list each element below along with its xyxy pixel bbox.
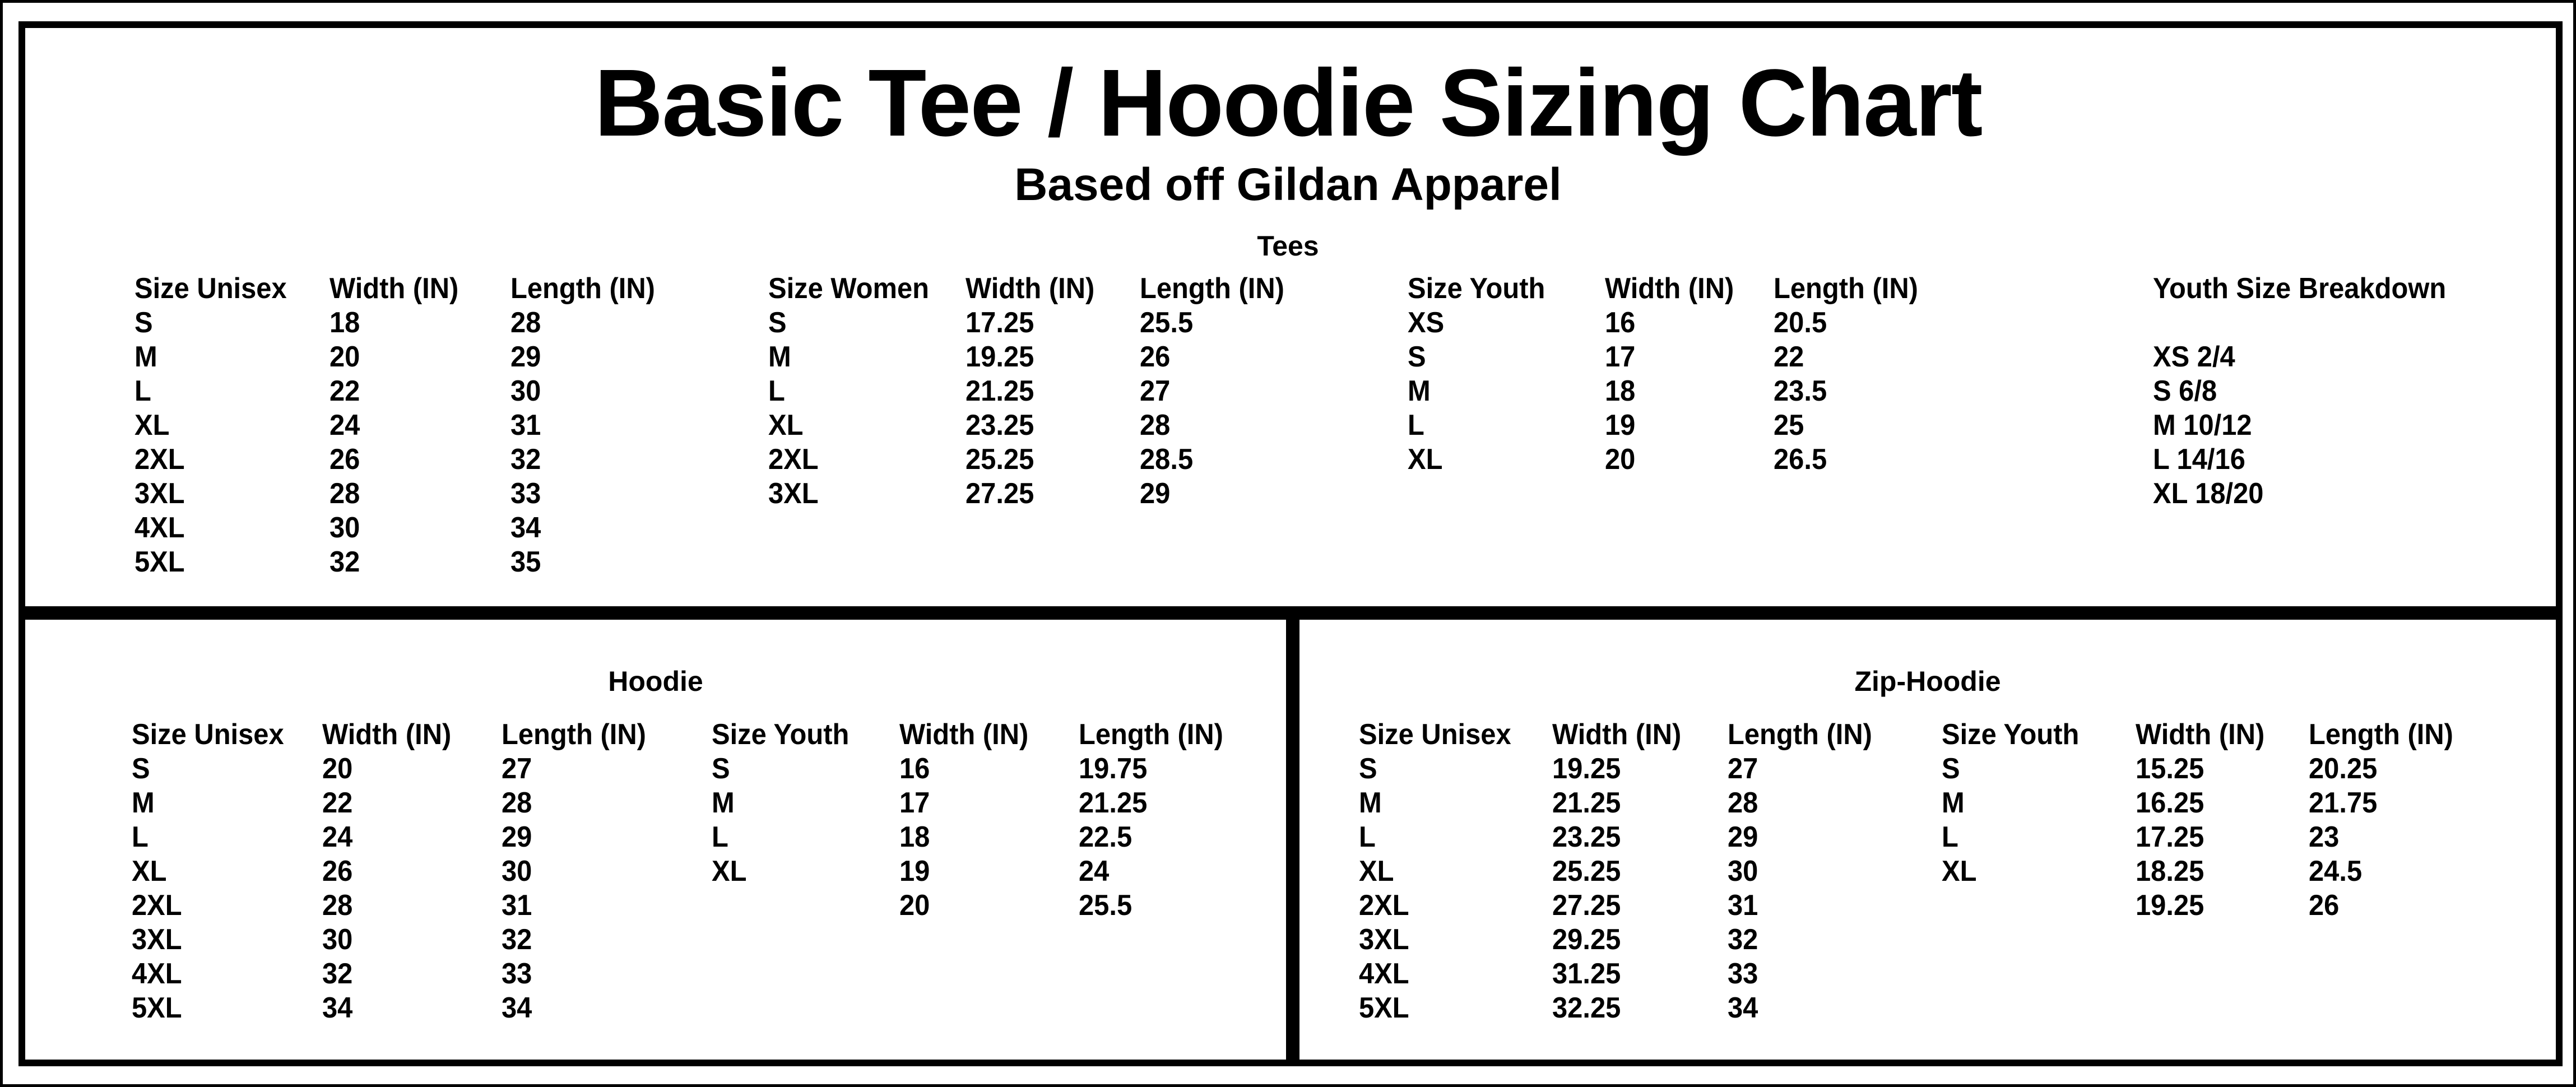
tees-unisex-width-column xyxy=(329,272,458,579)
table-cell: 19 xyxy=(1605,409,1636,442)
table-cell: 28 xyxy=(1728,787,1758,819)
table-cell: 34 xyxy=(510,512,541,544)
column-header: Youth Size Breakdown xyxy=(2153,272,2447,305)
hoodie-unisex-size-column xyxy=(132,718,284,1025)
tees-women-width-column xyxy=(966,272,1094,511)
table-cell: 29.25 xyxy=(1552,923,1621,956)
table-cell: 20.5 xyxy=(1774,306,1827,339)
table-cell: 24.5 xyxy=(2309,855,2363,888)
column-header: Width (IN) xyxy=(322,718,452,751)
table-cell: 21.25 xyxy=(1552,787,1621,819)
table-cell: L xyxy=(134,375,151,407)
table-cell: 28 xyxy=(1140,409,1171,442)
zip-hoodie-unisex-width-column xyxy=(1552,718,1681,1025)
table-cell: S xyxy=(134,306,153,339)
column-header: Size Unisex xyxy=(134,272,287,305)
table-cell: 25.25 xyxy=(966,443,1034,476)
table-cell: 27.25 xyxy=(966,477,1034,510)
table-cell: 25.5 xyxy=(1140,306,1194,339)
table-cell: 35 xyxy=(510,546,541,578)
table-cell: 31 xyxy=(510,409,541,442)
table-cell: 5XL xyxy=(132,992,182,1024)
table-cell: L 14/16 xyxy=(2153,443,2245,476)
table-cell: S xyxy=(1942,752,1960,785)
table-cell: 28 xyxy=(322,889,353,922)
table-cell: 33 xyxy=(502,958,532,990)
table-cell: 18 xyxy=(329,306,360,339)
table-cell: 28 xyxy=(510,306,541,339)
table-cell: 25.5 xyxy=(1079,889,1132,922)
table-cell: XL xyxy=(1408,443,1443,476)
table-cell: M xyxy=(1942,787,1965,819)
column-header: Length (IN) xyxy=(510,272,655,305)
table-cell: 4XL xyxy=(132,958,182,990)
table-cell: L xyxy=(1359,821,1376,853)
hoodie-unisex-length-column xyxy=(502,718,646,1025)
table-cell: 16 xyxy=(1605,306,1636,339)
table-cell xyxy=(1942,889,2079,923)
table-cell: 32 xyxy=(510,443,541,476)
table-cell: 32 xyxy=(322,958,353,990)
table-cell: XL xyxy=(768,409,804,442)
table-cell: S xyxy=(1359,752,1377,785)
table-cell: 22.5 xyxy=(1079,821,1132,853)
table-cell: 21.75 xyxy=(2309,787,2378,819)
column-header: Width (IN) xyxy=(966,272,1095,305)
table-cell: 26 xyxy=(329,443,360,476)
youth-size-breakdown-column xyxy=(2153,272,2446,511)
column-header: Length (IN) xyxy=(1140,272,1284,305)
table-cell: 22 xyxy=(1774,341,1804,373)
table-cell: 17.25 xyxy=(2136,821,2204,853)
column-header: Length (IN) xyxy=(502,718,646,751)
table-cell: 30 xyxy=(502,855,532,888)
table-cell: L xyxy=(1942,821,1958,853)
column-header: Size Youth xyxy=(1942,718,2080,751)
table-cell: L xyxy=(132,821,148,853)
table-cell: XL xyxy=(1359,855,1394,888)
page-subtitle: Based off Gildan Apparel xyxy=(1014,159,1562,210)
table-cell xyxy=(2153,306,2446,340)
table-cell: 27 xyxy=(1140,375,1171,407)
table-cell: 27 xyxy=(502,752,532,785)
table-cell: L xyxy=(1408,409,1424,442)
table-cell: 18 xyxy=(899,821,930,853)
table-cell: 18 xyxy=(1605,375,1636,407)
table-cell: 2XL xyxy=(132,889,182,922)
column-header: Width (IN) xyxy=(2136,718,2265,751)
table-cell: 18.25 xyxy=(2136,855,2204,888)
tees-women-size-column xyxy=(768,272,929,511)
table-cell: 33 xyxy=(1728,958,1758,990)
column-header: Size Youth xyxy=(1408,272,1545,305)
table-cell: S xyxy=(768,306,787,339)
table-cell: 32 xyxy=(329,546,360,578)
table-cell: 17.25 xyxy=(966,306,1034,339)
table-cell xyxy=(712,889,849,923)
table-cell: XL xyxy=(132,855,167,888)
table-cell: 17 xyxy=(1605,341,1636,373)
table-cell: XL xyxy=(712,855,747,888)
table-cell: 26 xyxy=(2309,889,2340,922)
table-cell: 22 xyxy=(322,787,353,819)
table-cell: 25 xyxy=(1774,409,1804,442)
column-header: Width (IN) xyxy=(329,272,459,305)
table-cell: 16 xyxy=(899,752,930,785)
table-cell: 31 xyxy=(502,889,532,922)
zip-hoodie-youth-width-column xyxy=(2136,718,2264,923)
column-header: Length (IN) xyxy=(1728,718,1872,751)
table-cell: M xyxy=(1408,375,1431,407)
table-cell: 27.25 xyxy=(1552,889,1621,922)
table-cell: M xyxy=(1359,787,1382,819)
table-cell: 19.25 xyxy=(2136,889,2204,922)
tees-unisex-length-column xyxy=(510,272,655,579)
hoodie-section-label: Hoodie xyxy=(608,666,703,697)
table-cell: 5XL xyxy=(1359,992,1409,1024)
table-cell: 30 xyxy=(510,375,541,407)
table-cell: M xyxy=(134,341,157,373)
table-cell: 24 xyxy=(1079,855,1110,888)
page-title: Basic Tee / Hoodie Sizing Chart xyxy=(594,50,1982,156)
table-cell: 3XL xyxy=(134,477,185,510)
table-cell: 4XL xyxy=(134,512,185,544)
table-cell: S 6/8 xyxy=(2153,375,2217,407)
table-cell: XL xyxy=(134,409,170,442)
table-cell: 22 xyxy=(329,375,360,407)
table-cell: 23.25 xyxy=(966,409,1034,442)
zip-hoodie-unisex-length-column xyxy=(1728,718,1872,1025)
table-cell: XL 18/20 xyxy=(2153,477,2264,510)
tees-section-label: Tees xyxy=(1257,230,1319,262)
tees-youth-size-column xyxy=(1408,272,1545,477)
table-cell: 3XL xyxy=(1359,923,1409,956)
table-cell: 34 xyxy=(502,992,532,1024)
table-cell: 27 xyxy=(1728,752,1758,785)
tees-youth-width-column xyxy=(1605,272,1734,477)
table-cell: 15.25 xyxy=(2136,752,2204,785)
table-cell: 2XL xyxy=(134,443,185,476)
table-cell: 30 xyxy=(329,512,360,544)
table-cell: 19.25 xyxy=(1552,752,1621,785)
table-cell: 19.25 xyxy=(966,341,1034,373)
table-cell: 21.25 xyxy=(966,375,1034,407)
table-cell: 20 xyxy=(322,752,353,785)
column-header: Length (IN) xyxy=(2309,718,2453,751)
hoodie-unisex-width-column xyxy=(322,718,451,1025)
table-cell: 20 xyxy=(1605,443,1636,476)
table-cell: 26 xyxy=(322,855,353,888)
table-cell: M 10/12 xyxy=(2153,409,2252,442)
table-cell: 25.25 xyxy=(1552,855,1621,888)
table-cell: 33 xyxy=(510,477,541,510)
table-cell: M xyxy=(768,341,791,373)
table-cell: 2XL xyxy=(768,443,819,476)
table-cell: 4XL xyxy=(1359,958,1409,990)
table-cell: 23.5 xyxy=(1774,375,1827,407)
column-header: Width (IN) xyxy=(1605,272,1734,305)
table-cell: XS 2/4 xyxy=(2153,341,2235,373)
column-header: Size Unisex xyxy=(132,718,284,751)
table-cell: S xyxy=(1408,341,1426,373)
hoodie-youth-width-column xyxy=(899,718,1028,923)
table-cell: 29 xyxy=(510,341,541,373)
table-cell: 34 xyxy=(1728,992,1758,1024)
zip-hoodie-youth-length-column xyxy=(2309,718,2453,923)
table-cell: 29 xyxy=(1728,821,1758,853)
table-cell: XS xyxy=(1408,306,1445,339)
table-cell: 21.25 xyxy=(1079,787,1148,819)
table-cell: XL xyxy=(1942,855,1977,888)
table-cell: 28.5 xyxy=(1140,443,1194,476)
table-cell: 20 xyxy=(899,889,930,922)
column-header: Size Women xyxy=(768,272,930,305)
table-cell: 31.25 xyxy=(1552,958,1621,990)
table-cell: 32 xyxy=(502,923,532,956)
table-cell: 24 xyxy=(322,821,353,853)
table-cell: 28 xyxy=(502,787,532,819)
table-cell: S xyxy=(132,752,150,785)
table-cell: 23.25 xyxy=(1552,821,1621,853)
table-cell: 3XL xyxy=(132,923,182,956)
tees-unisex-size-column xyxy=(134,272,287,579)
table-cell: M xyxy=(132,787,155,819)
table-cell: 2XL xyxy=(1359,889,1409,922)
table-cell: 26 xyxy=(1140,341,1171,373)
column-header: Length (IN) xyxy=(1079,718,1223,751)
column-header: Size Unisex xyxy=(1359,718,1511,751)
table-cell: 19.75 xyxy=(1079,752,1148,785)
table-cell: 29 xyxy=(1140,477,1171,510)
table-cell: 17 xyxy=(899,787,930,819)
table-cell: 34 xyxy=(322,992,353,1024)
table-cell: 24 xyxy=(329,409,360,442)
table-cell: L xyxy=(712,821,728,853)
table-cell: 3XL xyxy=(768,477,819,510)
table-cell: M xyxy=(712,787,735,819)
table-cell: 31 xyxy=(1728,889,1758,922)
table-cell: 30 xyxy=(322,923,353,956)
table-cell: 28 xyxy=(329,477,360,510)
table-cell: 26.5 xyxy=(1774,443,1827,476)
table-cell: 16.25 xyxy=(2136,787,2204,819)
table-cell: 19 xyxy=(899,855,930,888)
column-header: Width (IN) xyxy=(899,718,1029,751)
column-header: Length (IN) xyxy=(1774,272,1918,305)
tees-youth-length-column xyxy=(1774,272,1918,477)
table-cell: 32.25 xyxy=(1552,992,1621,1024)
table-cell: 20.25 xyxy=(2309,752,2378,785)
table-cell: 23 xyxy=(2309,821,2340,853)
table-cell: L xyxy=(768,375,785,407)
table-cell: 30 xyxy=(1728,855,1758,888)
column-header: Width (IN) xyxy=(1552,718,1682,751)
hoodie-youth-length-column xyxy=(1079,718,1223,923)
zip-hoodie-youth-size-column xyxy=(1942,718,2079,923)
table-cell: 29 xyxy=(502,821,532,853)
zip-hoodie-unisex-size-column xyxy=(1359,718,1511,1025)
table-cell: 5XL xyxy=(134,546,185,578)
table-cell: 32 xyxy=(1728,923,1758,956)
hoodie-youth-size-column xyxy=(712,718,849,923)
zip-hoodie-section-label: Zip-Hoodie xyxy=(1854,666,2001,697)
table-cell: S xyxy=(712,752,730,785)
table-cell: 20 xyxy=(329,341,360,373)
column-header: Size Youth xyxy=(712,718,850,751)
tees-women-length-column xyxy=(1140,272,1284,511)
